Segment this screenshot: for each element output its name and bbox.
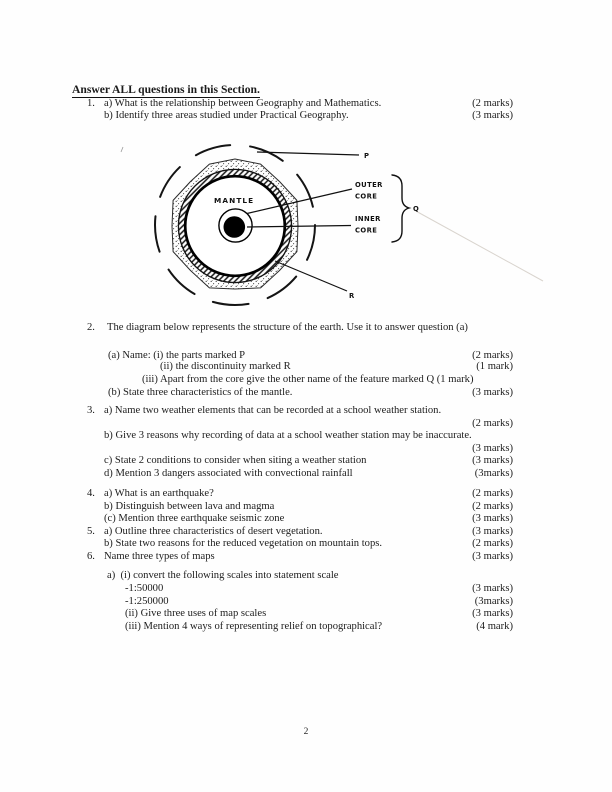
marks-label: (3marks) [474, 467, 513, 479]
question-text: b) State two reasons for the reduced vegetation on mountain tops. [104, 538, 383, 549]
marks-label: (3 marks) [472, 550, 513, 562]
question-number: 5. [87, 525, 95, 537]
question-text: b) Distinguish between lava and magma [104, 500, 275, 512]
question-text: a) (i) convert the following scales into statement scale [107, 570, 339, 581]
q-brace [392, 175, 409, 242]
question-text: (iii) Apart from the core give the other name of the feature marked Q (1 mark) [142, 373, 474, 385]
inner-core-label-line1: INNER [355, 215, 381, 223]
question-text: (b) State three characteristics of the mantle. [108, 386, 293, 398]
mantle-label: MANTLE [214, 196, 255, 205]
q-label: Q [413, 205, 420, 213]
question-text: (ii) the discontinuity marked R [160, 361, 291, 372]
marks-label: (3 marks) [472, 583, 513, 594]
question-number: 1. [87, 97, 95, 109]
marks-label: (3 marks) [472, 386, 513, 398]
outer-core-label-line1: OUTER [355, 181, 383, 189]
question-text: a) Outline three characteristics of desert vegetation. [104, 525, 323, 537]
page-number: 2 [303, 727, 309, 737]
question-number: 6. [87, 550, 95, 562]
marks-label: (3 marks) [472, 525, 513, 537]
question-text: d) Mention 3 dangers associated with convectional rainfall [104, 467, 353, 479]
question-text: (c) Mention three earthquake seismic zone [104, 513, 285, 524]
section-header: Answer ALL questions in this Section. [72, 83, 260, 96]
question-text: (a) Name: (i) the parts marked P [108, 350, 246, 361]
inner-core-label-line2: CORE [355, 226, 378, 235]
question-text: Name three types of maps [104, 550, 215, 562]
marks-label: (3 marks) [472, 442, 513, 454]
scan-streak-artifact [414, 210, 543, 281]
marks-label: (2 marks) [472, 538, 513, 549]
scan-speck [121, 147, 123, 152]
r-label: R [349, 292, 355, 300]
marks-label: (2 marks) [472, 488, 513, 499]
p-label: P [364, 152, 370, 160]
outer-core-label-line2: CORE [355, 192, 378, 201]
marks-label: (3 marks) [472, 109, 513, 121]
question-text: a) What is an earthquake? [104, 488, 214, 499]
marks-label: (2 marks) [472, 500, 513, 512]
marks-label: (3marks) [474, 595, 513, 607]
marks-label: (1 mark) [476, 361, 513, 372]
question-text: -1:250000 [125, 595, 169, 607]
marks-label: (2 marks) [472, 350, 513, 361]
marks-label: (4 mark) [476, 621, 513, 632]
marks-label: (2 marks) [472, 417, 513, 429]
question-text: The diagram below represents the structure of the earth. Use it to answer question (a) [107, 322, 468, 333]
question-text: -1:50000 [125, 583, 164, 594]
question-text: b) Identify three areas studied under Practical Geography. [104, 109, 349, 121]
question-text: (ii) Give three uses of map scales [125, 608, 267, 619]
question-text: a) Name two weather elements that can be recorded at a school weather station. [104, 405, 442, 416]
marks-label: (2 marks) [472, 97, 513, 109]
question-number: 2. [87, 322, 95, 333]
marks-label: (3 marks) [472, 455, 513, 466]
question-text: c) State 2 conditions to consider when siting a weather station [104, 455, 367, 466]
marks-label: (3 marks) [472, 513, 513, 524]
question-number: 3. [87, 405, 95, 416]
marks-label: (3 marks) [472, 608, 513, 619]
question-number: 4. [87, 488, 95, 499]
question-text: (iii) Mention 4 ways of representing relief on topographical? [125, 621, 383, 632]
question-text: b) Give 3 reasons why recording of data at a school weather station may be inaccurate. [104, 430, 472, 441]
inner-core-circle [224, 216, 246, 238]
question-text: a) What is the relationship between Geography and Mathematics. [104, 97, 382, 109]
